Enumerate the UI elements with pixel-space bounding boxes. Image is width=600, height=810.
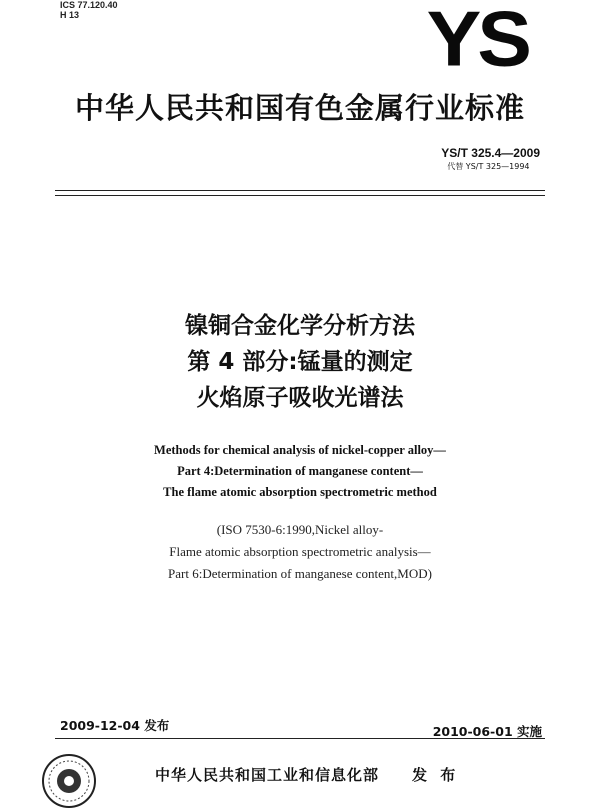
publish-label: 发 布 — [412, 766, 460, 784]
classification-codes — [60, 0, 118, 20]
english-title — [0, 440, 600, 503]
chinese-title — [0, 308, 600, 416]
ministry-seal-icon — [40, 752, 98, 810]
chinese-title-line-2: 第 4 部分:锰量的测定 — [187, 349, 413, 375]
english-title-line-2: Part 4:Determination of manganese content— — [177, 464, 423, 478]
english-title-line-1: Methods for chemical analysis of nickel-copper alloy— — [154, 443, 446, 457]
divider-top-thin — [55, 195, 545, 196]
publisher-name: 中华人民共和国工业和信息化部 — [155, 766, 380, 784]
chinese-title-line-3: 火焰原子吸收光谱法 — [196, 385, 404, 411]
standard-number: YS/T 325.4—2009 — [441, 146, 540, 160]
iso-reference-line-2: Flame atomic absorption spectrometric analysis— — [169, 544, 431, 559]
divider-bottom — [55, 738, 545, 739]
chinese-title-line-1: 镍铜合金化学分析方法 — [185, 313, 415, 339]
replaces-note: 代替 YS/T 325—1994 — [447, 162, 530, 171]
iso-reference — [0, 519, 600, 585]
iso-reference-line-1: (ISO 7530-6:1990,Nickel alloy- — [216, 522, 384, 537]
standard-code-block — [441, 146, 540, 172]
class-code: H 13 — [60, 10, 80, 20]
english-title-line-3: The flame atomic absorption spectrometric method — [163, 485, 437, 499]
standard-title: 中华人民共和国有色金属行业标准 — [74, 91, 525, 125]
iso-reference-line-3: Part 6:Determination of manganese content,MOD) — [168, 566, 432, 581]
effective-date: 2010-06-01 实施 — [432, 724, 542, 739]
divider-top — [55, 190, 545, 191]
issue-date: 2009-12-04 发布 — [60, 718, 170, 733]
ys-logo: YS — [426, 0, 528, 83]
ics-code: ICS 77.120.40 — [60, 0, 118, 10]
